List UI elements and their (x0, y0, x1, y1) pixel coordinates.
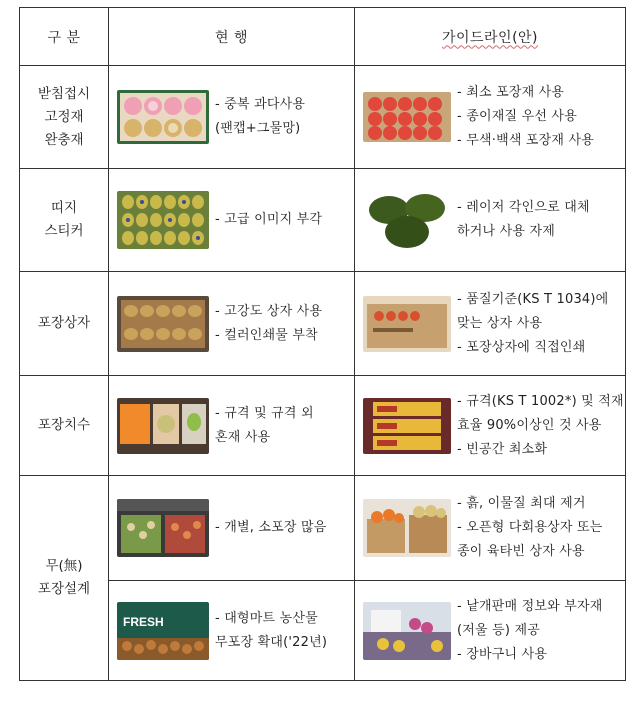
guideline-line: - 오픈형 다회용상자 또는 (457, 520, 603, 535)
guideline-line: - 품질기준(KS T 1034)에 (457, 291, 609, 307)
current-text (215, 402, 314, 450)
header-current-text: 현 행 (215, 29, 248, 46)
guideline-line: 종이 육타빈 상자 사용 (457, 544, 585, 559)
packaging-guideline-table (19, 7, 626, 681)
tomatoes-in-paper-box-icon (363, 92, 451, 142)
table-row (20, 476, 626, 581)
market-shopping-basket-icon (363, 602, 451, 660)
table-row (20, 272, 626, 376)
header-row (20, 8, 626, 66)
fresh-sign-text: FRESH (123, 614, 164, 629)
current-cell (109, 66, 355, 169)
guideline-text (457, 288, 608, 360)
category-cell (20, 476, 109, 681)
category-line: 포장치수 (37, 417, 91, 433)
stickered-fruit-box-icon (117, 191, 209, 249)
current-text (215, 208, 322, 232)
guideline-text (457, 595, 602, 667)
current-line: - 중복 과다사용 (215, 97, 306, 112)
header-current (109, 8, 355, 66)
category-line: 포장설계 (37, 581, 91, 597)
category-cell (20, 272, 109, 376)
guideline-line: - 무색·백색 포장재 사용 (457, 133, 595, 148)
fresh-market-bulk-onions-icon (117, 602, 209, 660)
plain-printed-box-icon (363, 296, 451, 352)
header-category-text: 구 분 (47, 29, 81, 46)
current-line: - 규격 및 규격 외 (215, 405, 314, 421)
guideline-line: - 장바구니 사용 (457, 646, 548, 662)
category-cell (20, 376, 109, 476)
packaged-pears-with-fruit-caps-icon (117, 90, 209, 144)
current-cell (109, 169, 355, 272)
current-line: - 고강도 상자 사용 (215, 303, 323, 319)
category-line: 받침접시 (37, 85, 91, 102)
mixed-fruit-gift-box-icon (117, 398, 209, 454)
guideline-line: - 낱개판매 정보와 부자재 (457, 598, 603, 614)
guideline-line: - 최소 포장재 사용 (457, 85, 565, 100)
guideline-line: - 종이재질 우선 사용 (457, 109, 577, 124)
category-line: 무(無) (45, 558, 83, 574)
category-cell (20, 66, 109, 169)
stacked-standard-boxes-icon (363, 398, 451, 454)
guideline-line: 효율 90%이상인 것 사용 (457, 417, 602, 433)
current-line: - 고급 이미지 부각 (215, 212, 323, 227)
header-category (20, 8, 109, 66)
category-line: 완충재 (44, 131, 84, 148)
category-line: 포장상자 (37, 315, 91, 331)
table-row (20, 376, 626, 476)
current-line: - 대형마트 농산물 (215, 610, 318, 626)
table-row (20, 581, 626, 681)
guideline-cell (355, 476, 626, 581)
guideline-line: - 빈공간 최소화 (457, 441, 548, 457)
table-row (20, 169, 626, 272)
guideline-line: 맞는 상자 사용 (457, 315, 543, 331)
current-text (215, 300, 322, 348)
current-cell (109, 376, 355, 476)
header-guideline (355, 8, 626, 66)
current-text (215, 93, 305, 141)
current-cell (109, 476, 355, 581)
current-text (215, 607, 327, 655)
current-line: 혼재 사용 (215, 429, 271, 445)
guideline-line: - 포장상자에 직접인쇄 (457, 339, 586, 355)
guideline-line: (저울 등) 제공 (457, 622, 540, 638)
current-line: - 컬러인쇄물 부착 (215, 327, 318, 343)
guideline-cell (355, 376, 626, 476)
guideline-cell (355, 581, 626, 681)
guideline-line: - 규격(KS T 1002*) 및 적재 (457, 393, 624, 409)
current-line: (팬캡+그물망) (215, 121, 301, 136)
guideline-text (457, 81, 594, 153)
current-line: - 개별, 소포장 많음 (215, 520, 327, 535)
color-printed-fruit-box-icon (117, 296, 209, 352)
current-line: 무포장 확대('22년) (215, 634, 328, 650)
table-row (20, 66, 626, 169)
laser-etched-avocados-icon (363, 190, 451, 250)
guideline-line: 하거나 사용 자제 (457, 224, 555, 239)
guideline-text (457, 390, 624, 462)
category-line: 고정재 (44, 108, 84, 125)
guideline-cell (355, 272, 626, 376)
supermarket-produce-aisle-icon (117, 499, 209, 557)
header-guideline-text: 가이드라인(안) (441, 29, 539, 46)
guideline-text (457, 196, 590, 244)
open-produce-crates-icon (363, 499, 451, 557)
guideline-cell (355, 169, 626, 272)
category-cell (20, 169, 109, 272)
category-line: 스티커 (44, 223, 84, 239)
current-text (215, 516, 327, 540)
guideline-line: - 흙, 이물질 최대 제거 (457, 496, 586, 511)
current-cell (109, 581, 355, 681)
current-cell (109, 272, 355, 376)
guideline-line: - 레이저 각인으로 대체 (457, 200, 590, 215)
category-line: 띠지 (50, 200, 78, 216)
guideline-cell (355, 66, 626, 169)
guideline-text (457, 492, 602, 564)
